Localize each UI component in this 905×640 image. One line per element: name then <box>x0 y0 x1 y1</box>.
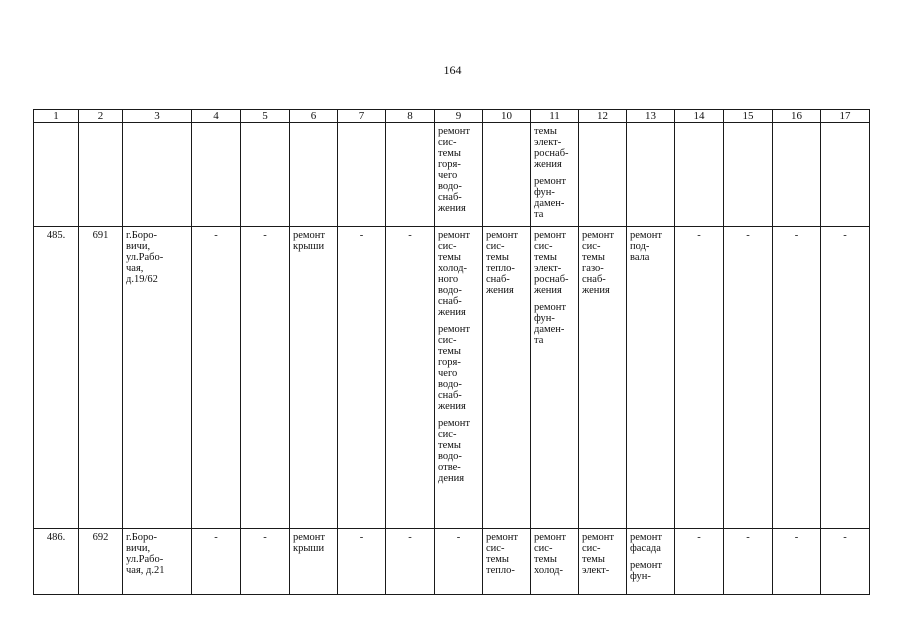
table-cell-col-2 <box>79 529 123 595</box>
cell-text-line: элект- <box>534 263 562 274</box>
cell-text-line: - <box>359 230 364 241</box>
cell-entry <box>82 230 119 241</box>
table-cell-col-8 <box>386 227 435 529</box>
cell-text-line: ремонт <box>486 532 519 543</box>
table-cell-col-7 <box>338 529 386 595</box>
cell-text-line: ул.Рабо- <box>126 554 164 565</box>
cell-text-line: сис- <box>534 543 553 554</box>
cell-entry <box>244 532 286 543</box>
cell-text-line: элект- <box>582 565 610 576</box>
cell-entry <box>824 532 866 543</box>
cell-text-line: ремонт <box>438 324 471 335</box>
table-cell-col-5 <box>241 227 290 529</box>
cell-text-line: отве- <box>438 462 461 473</box>
cell-text-line: жения <box>438 203 466 214</box>
cell-text-line: ремонт <box>438 418 471 429</box>
cell-text-line: 692 <box>92 532 109 543</box>
cell-text-line: темы <box>582 252 605 263</box>
table-cell-col-6 <box>290 227 338 529</box>
cell-text-line: роснаб- <box>534 274 569 285</box>
cell-text-line: темы <box>534 554 557 565</box>
table-cell-col-2 <box>79 123 123 227</box>
cell-entry <box>438 126 479 214</box>
cell-entry <box>486 532 527 576</box>
cell-text-line: жения <box>582 285 610 296</box>
cell-entry <box>534 176 575 220</box>
cell-text-line: темы <box>582 554 605 565</box>
cell-entry <box>582 532 623 576</box>
cell-text-line: водо- <box>438 285 462 296</box>
table-cell-col-6 <box>290 529 338 595</box>
table-cell-col-14 <box>675 227 724 529</box>
table-cell-col-15 <box>724 529 773 595</box>
cell-entry <box>82 532 119 543</box>
table-cell-col-10 <box>483 123 531 227</box>
cell-text-line: ремонт <box>534 302 567 313</box>
cell-text-line: ул.Рабо- <box>126 252 164 263</box>
cell-text-line: вала <box>630 252 650 263</box>
cell-text-line: темы <box>438 440 461 451</box>
page-number: 164 <box>443 63 462 77</box>
cell-text-line: снаб- <box>486 274 510 285</box>
cell-entry <box>195 230 237 241</box>
table-cell-col-6 <box>290 123 338 227</box>
cell-text-line: газо- <box>582 263 604 274</box>
cell-text-line: фун- <box>534 313 555 324</box>
cell-text-line: жения <box>534 285 562 296</box>
cell-text-line: темы <box>534 126 557 137</box>
cell-text-line: чего <box>438 368 458 379</box>
table-cell-col-16 <box>773 123 821 227</box>
cell-text-line: чая, <box>126 263 144 274</box>
cell-text-line: вичи, <box>126 241 151 252</box>
table-cell-col-12 <box>579 123 627 227</box>
cell-text-line: - <box>214 230 218 241</box>
table-cell-col-12 <box>579 529 627 595</box>
cell-text-line: - <box>746 230 750 241</box>
cell-text-line: водо- <box>438 451 462 462</box>
cell-entry <box>126 230 188 285</box>
column-number-2: 2 <box>79 110 123 123</box>
cell-entry <box>727 230 769 241</box>
table-cell-col-14 <box>675 529 724 595</box>
cell-text-line: ремонт <box>486 230 519 241</box>
cell-text-line: тепло- <box>486 565 515 576</box>
cell-entry <box>438 230 479 318</box>
cell-entry <box>341 532 382 543</box>
cell-entry <box>678 230 720 241</box>
cell-entry <box>195 532 237 543</box>
cell-text-line: холод- <box>438 263 467 274</box>
cell-text-line: - <box>843 532 847 543</box>
cell-text-line: водо- <box>438 379 462 390</box>
cell-text-line: - <box>408 230 412 241</box>
cell-text-line: горя- <box>438 357 461 368</box>
column-number-14: 14 <box>675 110 724 123</box>
cell-entry <box>582 230 623 296</box>
cell-text-line: снаб- <box>438 390 462 401</box>
cell-entry <box>630 230 671 263</box>
table-row-486 <box>34 529 870 595</box>
cell-text-line: - <box>263 532 267 543</box>
table-row-485 <box>34 227 870 529</box>
table-cell-col-1 <box>34 529 79 595</box>
table-cell-col-10 <box>483 529 531 595</box>
cell-text-line: сис- <box>438 429 457 440</box>
cell-text-line: д.19/62 <box>126 274 158 285</box>
cell-text-line: снаб- <box>582 274 606 285</box>
cell-text-line: ного <box>438 274 459 285</box>
cell-text-line: - <box>697 230 701 241</box>
cell-text-line: та <box>534 335 544 346</box>
table-cell-col-1 <box>34 227 79 529</box>
cell-text-line: чего <box>438 170 458 181</box>
cell-text-line: элект- <box>534 137 562 148</box>
table-cell-col-11 <box>531 529 579 595</box>
cell-entry <box>126 532 188 576</box>
cell-entry <box>630 532 671 554</box>
cell-entry <box>293 230 334 252</box>
table-cell-col-2 <box>79 227 123 529</box>
cell-text-line: фасада <box>630 543 661 554</box>
cell-text-line: водо- <box>438 181 462 192</box>
column-number-row <box>34 110 870 123</box>
cell-text-line: дамен- <box>534 198 565 209</box>
table-cell-col-3 <box>123 123 192 227</box>
cell-text-line: сис- <box>438 241 457 252</box>
cell-text-line: фун- <box>534 187 555 198</box>
cell-entry <box>244 230 286 241</box>
cell-text-line: горя- <box>438 159 461 170</box>
cell-text-line: жения <box>438 401 466 412</box>
cell-text-line: - <box>697 532 701 543</box>
table-row-continuation <box>34 123 870 227</box>
table-cell-col-14 <box>675 123 724 227</box>
cell-text-line: сис- <box>486 543 505 554</box>
cell-text-line: - <box>794 532 799 543</box>
cell-text-line: фун- <box>630 571 651 582</box>
cell-entry <box>438 532 479 543</box>
cell-text-line: темы <box>438 148 461 159</box>
cell-text-line: 485. <box>46 230 66 241</box>
cell-text-line: холод- <box>534 565 563 576</box>
cell-entry <box>630 560 671 582</box>
cell-entry <box>727 532 769 543</box>
table-cell-col-13 <box>627 529 675 595</box>
cell-text-line: ремонт <box>293 230 326 241</box>
cell-text-line: 691 <box>92 230 109 241</box>
table-cell-col-8 <box>386 529 435 595</box>
cell-text-line: ремонт <box>534 176 567 187</box>
column-number-1: 1 <box>34 110 79 123</box>
table-cell-col-12 <box>579 227 627 529</box>
cell-text-line: дения <box>438 473 465 484</box>
table-cell-col-4 <box>192 123 241 227</box>
register-table <box>33 109 870 595</box>
table-cell-col-17 <box>821 123 870 227</box>
cell-text-line: ремонт <box>534 532 567 543</box>
table-cell-col-17 <box>821 227 870 529</box>
column-number-10: 10 <box>483 110 531 123</box>
cell-entry <box>776 230 817 241</box>
table-cell-col-15 <box>724 227 773 529</box>
table-cell-col-9 <box>435 227 483 529</box>
cell-text-line: ремонт <box>582 532 615 543</box>
cell-text-line: под- <box>630 241 650 252</box>
cell-text-line: ремонт <box>630 230 663 241</box>
table-cell-col-11 <box>531 123 579 227</box>
column-number-4: 4 <box>192 110 241 123</box>
cell-entry <box>438 418 479 484</box>
cell-text-line: - <box>214 532 218 543</box>
table-cell-col-3 <box>123 529 192 595</box>
cell-text-line: тепло- <box>486 263 515 274</box>
cell-text-line: сис- <box>438 137 457 148</box>
column-number-13: 13 <box>627 110 675 123</box>
table-cell-col-16 <box>773 529 821 595</box>
cell-text-line: ремонт <box>293 532 326 543</box>
cell-entry <box>824 230 866 241</box>
cell-text-line: крыши <box>293 543 325 554</box>
cell-text-line: жения <box>534 159 562 170</box>
cell-text-line: - <box>263 230 267 241</box>
cell-text-line: роснаб- <box>534 148 569 159</box>
cell-text-line: жения <box>438 307 466 318</box>
table-cell-col-8 <box>386 123 435 227</box>
cell-entry <box>37 230 75 241</box>
cell-entry <box>678 532 720 543</box>
cell-text-line: темы <box>438 252 461 263</box>
cell-entry <box>776 532 817 543</box>
cell-entry <box>438 324 479 412</box>
cell-text-line: снаб- <box>438 296 462 307</box>
column-number-9: 9 <box>435 110 483 123</box>
cell-text-line: чая, д.21 <box>126 565 165 576</box>
table-cell-col-7 <box>338 123 386 227</box>
column-number-17: 17 <box>821 110 870 123</box>
cell-entry <box>293 532 334 554</box>
column-number-5: 5 <box>241 110 290 123</box>
column-number-6: 6 <box>290 110 338 123</box>
column-number-11: 11 <box>531 110 579 123</box>
table-cell-col-5 <box>241 529 290 595</box>
cell-text-line: сис- <box>486 241 505 252</box>
cell-text-line: ремонт <box>630 532 663 543</box>
table-cell-col-3 <box>123 227 192 529</box>
cell-text-line: сис- <box>534 241 553 252</box>
cell-text-line: - <box>794 230 799 241</box>
cell-text-line: сис- <box>582 241 601 252</box>
cell-entry <box>534 302 575 346</box>
cell-text-line: г.Боро- <box>126 532 158 543</box>
column-number-3: 3 <box>123 110 192 123</box>
table-cell-col-16 <box>773 227 821 529</box>
cell-text-line: снаб- <box>438 192 462 203</box>
cell-entry <box>37 532 75 543</box>
cell-text-line: дамен- <box>534 324 565 335</box>
column-number-15: 15 <box>724 110 773 123</box>
table-cell-col-15 <box>724 123 773 227</box>
cell-text-line: темы <box>438 346 461 357</box>
column-number-16: 16 <box>773 110 821 123</box>
cell-entry <box>389 532 431 543</box>
cell-text-line: ремонт <box>534 230 567 241</box>
table-cell-col-4 <box>192 529 241 595</box>
cell-text-line: - <box>843 230 847 241</box>
table-cell-col-13 <box>627 227 675 529</box>
cell-text-line: - <box>456 532 461 543</box>
column-number-12: 12 <box>579 110 627 123</box>
cell-text-line: ремонт <box>438 126 471 137</box>
cell-text-line: жения <box>486 285 514 296</box>
table-cell-col-17 <box>821 529 870 595</box>
cell-text-line: темы <box>486 252 509 263</box>
cell-text-line: - <box>408 532 412 543</box>
cell-text-line: сис- <box>582 543 601 554</box>
cell-text-line: ремонт <box>630 560 663 571</box>
cell-text-line: крыши <box>293 241 325 252</box>
column-number-7: 7 <box>338 110 386 123</box>
cell-entry <box>534 230 575 296</box>
table-cell-col-13 <box>627 123 675 227</box>
cell-text-line: темы <box>534 252 557 263</box>
cell-text-line: - <box>746 532 750 543</box>
table-cell-col-7 <box>338 227 386 529</box>
column-number-8: 8 <box>386 110 435 123</box>
cell-entry <box>389 230 431 241</box>
cell-entry <box>534 126 575 170</box>
cell-entry <box>341 230 382 241</box>
cell-text-line: г.Боро- <box>126 230 158 241</box>
cell-text-line: ремонт <box>438 230 471 241</box>
cell-entry <box>534 532 575 576</box>
table-cell-col-1 <box>34 123 79 227</box>
table-cell-col-11 <box>531 227 579 529</box>
cell-text-line: вичи, <box>126 543 151 554</box>
table-cell-col-10 <box>483 227 531 529</box>
cell-text-line: ремонт <box>582 230 615 241</box>
table-cell-col-9 <box>435 123 483 227</box>
cell-text-line: 486. <box>46 532 66 543</box>
table-cell-col-9 <box>435 529 483 595</box>
cell-text-line: сис- <box>438 335 457 346</box>
cell-entry <box>486 230 527 296</box>
cell-text-line: та <box>534 209 544 220</box>
table-cell-col-5 <box>241 123 290 227</box>
cell-text-line: - <box>359 532 364 543</box>
cell-text-line: темы <box>486 554 509 565</box>
table-cell-col-4 <box>192 227 241 529</box>
